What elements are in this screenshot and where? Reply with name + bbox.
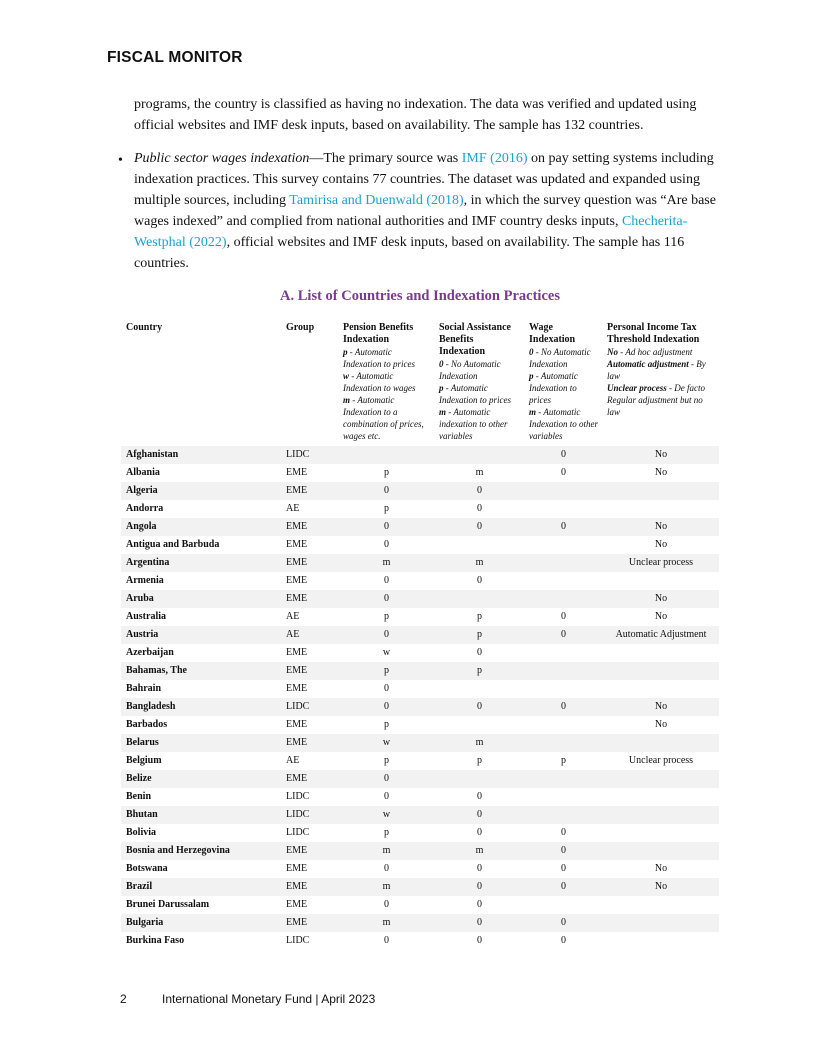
cell-country: Antigua and Barbuda [126,539,220,550]
cell-country: Burkina Faso [126,935,185,946]
bullet-symbol: • [118,153,123,168]
cell-country: Armenia [126,575,164,586]
running-header: FISCAL MONITOR [107,49,243,66]
cell-social: 0 [477,935,482,946]
cell-pension: 0 [384,539,389,550]
header-pit-title: Personal Income Tax Threshold Indexation [607,322,700,345]
cell-group: EME [286,899,308,910]
cell-pension: 0 [338,770,434,788]
cell-wage [524,896,602,914]
header-wage [524,322,602,446]
cell-country: Australia [126,611,166,622]
cell-group: EME [281,662,338,680]
legend-desc: - Automatic Indexation to prices [529,371,578,405]
cell-pit [602,734,719,752]
citation-link-checherita-westphal[interactable]: Checherita-Westphal (2022) [134,214,688,250]
cell-social: 0 [434,482,524,500]
cell-pension: 0 [384,791,389,802]
bullet-text-3: , in which the survey question was “Are base wages indexed” and complied from national authorities and IMF country desks inputs, [134,193,716,229]
cell-pit: No [602,590,719,608]
cell-pit [602,788,719,806]
cell-pension: 0 [338,482,434,500]
cell-group: AE [286,611,300,622]
legend-key: No [607,347,618,357]
legend-desc: - No Automatic Indexation [529,347,591,369]
cell-pit: No [602,518,719,536]
cell-pit: Unclear process [628,755,694,766]
cell-group: EME [281,734,338,752]
citation-link-imf-2016[interactable]: IMF (2016) [461,151,528,166]
cell-pension: 0 [338,698,434,716]
cell-wage: 0 [561,935,566,946]
footer-text: International Monetary Fund | April 2023 [162,992,376,1006]
cell-wage: 0 [524,518,602,536]
cell-wage: 0 [524,446,602,464]
cell-group: LIDC [281,806,338,824]
table-row [121,770,719,788]
cell-pit: No [654,719,668,730]
table-row [121,482,719,500]
cell-group: EME [281,482,338,500]
cell-pension: 0 [384,899,389,910]
cell-group: EME [286,647,308,658]
cell-country: Austria [121,626,281,644]
cell-social: 0 [477,899,482,910]
legend-key: Unclear process [607,383,667,393]
cell-pension: 0 [338,518,434,536]
cell-wage [524,806,602,824]
legend-key: 0 [529,347,534,357]
header-pit-legend [607,346,715,418]
cell-wage: 0 [524,842,602,860]
cell-wage [524,500,602,518]
cell-wage [524,770,602,788]
cell-pension: 0 [338,590,434,608]
header-pension-title: Pension Benefits Indexation [343,322,414,345]
legend-desc: - By law [607,359,706,381]
cell-social: 0 [434,806,524,824]
table-row [121,590,719,608]
table-row [121,698,719,716]
cell-country: Belgium [126,755,162,766]
table-row [121,554,719,572]
table-row [121,788,719,806]
cell-social: m [475,467,484,478]
header-pension-legend [343,346,430,442]
cell-social: 0 [477,791,482,802]
cell-social: 0 [434,698,524,716]
table-row [121,500,719,518]
cell-pension: p [384,503,389,514]
cell-social [434,716,524,734]
cell-wage [524,590,602,608]
cell-group: EME [286,683,308,694]
cell-wage: 0 [561,863,566,874]
cell-wage: 0 [561,827,566,838]
cell-country: Afghanistan [121,446,281,464]
cell-pit: No [654,611,668,622]
indexation-table [121,322,719,950]
cell-group: LIDC [286,791,310,802]
cell-country: Belize [121,770,281,788]
table-row [121,878,719,896]
cell-wage: 0 [524,626,602,644]
cell-social: 0 [477,647,482,658]
cell-pension: p [384,467,389,478]
table-row [121,824,719,842]
table-row [121,914,719,932]
cell-social [434,590,524,608]
cell-wage [524,482,602,500]
cell-pit: Unclear process [602,554,719,572]
cell-pension: p [384,719,389,730]
cell-group: AE [281,626,338,644]
cell-pension: p [384,611,389,622]
cell-group: EME [281,914,338,932]
legend-key: 0 [439,359,444,369]
cell-pension: w [338,734,434,752]
cell-social: p [434,626,524,644]
legend-desc: - No Automatic Indexation [439,359,501,381]
cell-social: m [434,734,524,752]
table-row [121,536,719,554]
legend-key: w [343,371,350,381]
legend-key: p [529,371,534,381]
cell-wage: 0 [561,467,566,478]
table-row [121,572,719,590]
cell-pension: p [384,827,389,838]
cell-wage: 0 [524,914,602,932]
legend-desc: - Automatic Indexation to a combination of prices, wages etc. [343,395,424,441]
cell-pension: 0 [384,863,389,874]
cell-country: Algeria [121,482,281,500]
table-row [121,464,719,482]
cell-group: EME [286,863,308,874]
cell-group: EME [281,554,338,572]
bullet-term: Public sector wages indexation [134,151,310,166]
table-row [121,734,719,752]
cell-social [434,770,524,788]
header-country: Country [126,322,163,333]
legend-desc: - Automatic Indexation to prices [343,347,415,369]
cell-group: AE [286,755,300,766]
cell-wage [524,536,602,554]
cell-social: 0 [477,827,482,838]
bullet-text-1: —The primary source was [309,151,462,166]
legend-desc: - Ad hoc adjustment [618,347,693,357]
cell-pit [602,644,719,662]
header-pension [338,322,434,446]
cell-group: EME [286,539,308,550]
legend-desc: - Automatic Indexation to wages [343,371,416,393]
cell-pit: No [654,467,668,478]
cell-country: Botswana [126,863,168,874]
table-row [121,626,719,644]
legend-desc: - Automatic indexation to other variables [439,407,508,441]
cell-social: p [477,755,482,766]
cell-group: LIDC [286,935,310,946]
table-row [121,860,719,878]
cell-pension [338,446,434,464]
table-row [121,896,719,914]
table-row [121,518,719,536]
table-row [121,662,719,680]
cell-country: Bulgaria [121,914,281,932]
cell-pension: 0 [338,626,434,644]
bullet-text-4: , official websites and IMF desk inputs, based on availability. The sample has 116 countries. [134,235,685,271]
cell-wage [524,734,602,752]
cell-pit: Automatic Adjustment [602,626,719,644]
cell-pit [602,842,719,860]
legend-desc: - De facto Regular adjustment but no law [607,383,705,417]
legend-key: m [439,407,447,417]
cell-social: 0 [477,503,482,514]
cell-wage [524,554,602,572]
header-group: Group [286,322,315,333]
cell-social: p [477,611,482,622]
cell-social: 0 [434,878,524,896]
cell-pit: No [602,446,719,464]
cell-pit [602,500,719,518]
cell-pension: w [338,806,434,824]
legend-key: m [529,407,537,417]
cell-pension: 0 [384,683,389,694]
cell-pit [602,914,719,932]
cell-group: EME [286,575,308,586]
header-social-title: Social Assistance Benefits Indexation [439,322,511,357]
page-number: 2 [120,992,127,1006]
cell-group: EME [281,842,338,860]
header-pit [602,322,719,446]
cell-pit: No [654,863,668,874]
cell-social [434,680,524,698]
cell-group: AE [286,503,300,514]
cell-pit: No [654,539,668,550]
cell-pension: m [338,554,434,572]
table-row [121,752,719,770]
cell-wage: 0 [561,611,566,622]
table-row [121,608,719,626]
cell-social [434,446,524,464]
table-row [121,680,719,698]
header-wage-legend [529,346,598,442]
header-wage-title: Wage Indexation [529,322,576,345]
cell-wage: 0 [524,698,602,716]
cell-country: Brunei Darussalam [126,899,210,910]
cell-country: Bahamas, The [121,662,281,680]
cell-pit [602,572,719,590]
legend-key: p [343,347,348,357]
cell-pit [602,770,719,788]
legend-key: p [439,383,444,393]
header-social [434,322,524,446]
cell-pit: No [602,698,719,716]
cell-wage: p [561,755,566,766]
cell-group: LIDC [281,698,338,716]
cell-country: Angola [121,518,281,536]
cell-pension: 0 [384,575,389,586]
legend-desc: - Automatic Indexation to other variables [529,407,598,441]
cell-group: EME [281,590,338,608]
cell-group: EME [286,467,308,478]
cell-country: Brazil [121,878,281,896]
table-row [121,446,719,464]
table-row [121,842,719,860]
cell-group: EME [281,518,338,536]
cell-country: Albania [126,467,160,478]
cell-wage [524,572,602,590]
cell-pit [602,680,719,698]
cell-wage [524,662,602,680]
cell-country: Andorra [126,503,164,514]
table-row [121,806,719,824]
legend-key: Automatic adjustment [607,359,689,369]
cell-pit [602,896,719,914]
cell-pit [602,482,719,500]
cell-wage [524,788,602,806]
cell-country: Argentina [121,554,281,572]
table-title: A. List of Countries and Indexation Practices [280,288,560,304]
citation-link-tamirisa-duenwald[interactable]: Tamirisa and Duenwald (2018) [289,193,464,208]
cell-country: Bosnia and Herzegovina [121,842,281,860]
table-row [121,644,719,662]
cell-pension: w [382,647,391,658]
bullet-text-2: on pay setting systems including indexation practices. This survey contains 77 countries. The dataset was updated and expanded using multiple sources, including [134,151,714,208]
table-body [121,446,719,950]
cell-country: Azerbaijan [126,647,174,658]
cell-social: p [434,662,524,680]
table-row [121,932,719,950]
cell-pension: p [384,755,389,766]
cell-country: Belarus [121,734,281,752]
cell-pit [602,824,719,842]
cell-social: 0 [477,575,482,586]
cell-country: Aruba [121,590,281,608]
cell-social: m [434,554,524,572]
cell-pension: 0 [384,935,389,946]
legend-key: m [343,395,351,405]
cell-pension: m [338,878,434,896]
page-footer [120,992,375,1006]
header-social-legend [439,358,520,442]
cell-social: 0 [477,863,482,874]
cell-pit [602,662,719,680]
cell-social: 0 [434,914,524,932]
cell-wage [524,680,602,698]
cell-social: m [434,842,524,860]
cell-country: Benin [126,791,152,802]
cell-group: LIDC [281,446,338,464]
cell-pit [602,806,719,824]
bullet-paragraph [134,148,724,274]
cell-group: LIDC [286,827,310,838]
cell-pension: p [338,662,434,680]
cell-social: 0 [434,518,524,536]
legend-desc: - Automatic Indexation to prices [439,383,511,405]
cell-group: EME [281,770,338,788]
cell-country: Barbados [126,719,168,730]
cell-pit [602,932,719,950]
cell-pension: m [338,842,434,860]
cell-country: Bolivia [126,827,157,838]
table-row [121,716,719,734]
cell-country: Bahrain [126,683,162,694]
cell-group: EME [281,878,338,896]
cell-social [434,536,524,554]
cell-wage [524,716,602,734]
cell-country: Bhutan [121,806,281,824]
cell-wage: 0 [524,878,602,896]
cell-country: Bangladesh [121,698,281,716]
cell-group: EME [286,719,308,730]
cell-pit: No [602,878,719,896]
cell-wage [524,644,602,662]
cell-pension: m [338,914,434,932]
table-header-row [121,322,719,446]
paragraph-continuation: programs, the country is classified as having no indexation. The data was verified and updated using official websites and IMF desk inputs, based on availability. The sample has 132 countries. [134,97,697,133]
